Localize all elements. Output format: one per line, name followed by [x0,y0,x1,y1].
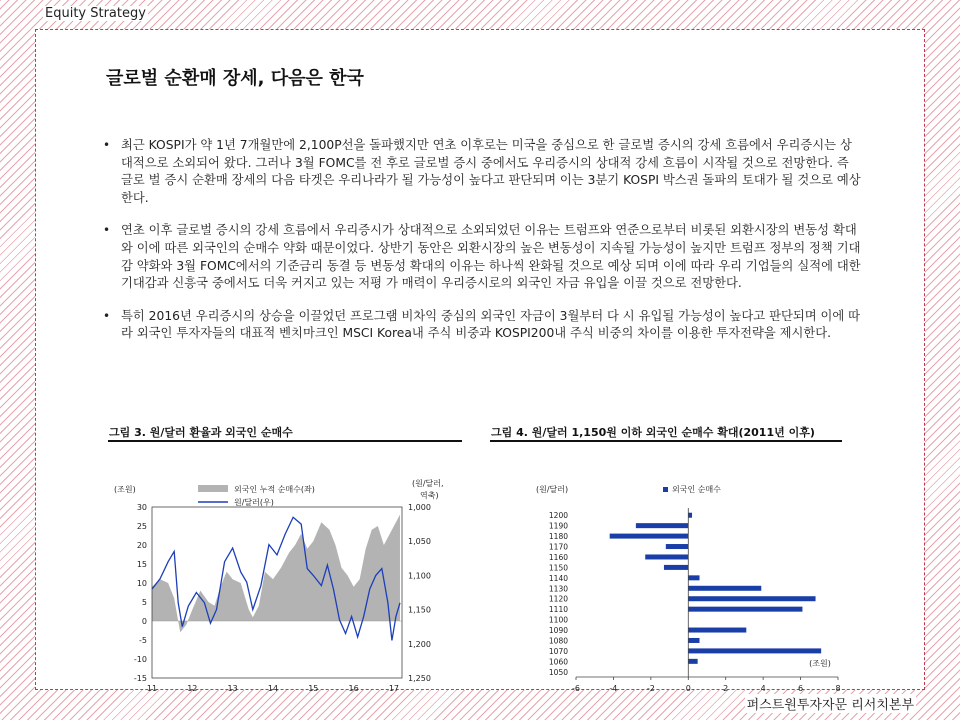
fig3-y-left-tick-label: 5 [141,598,147,607]
fig3-y-left-tick-label: 10 [136,579,147,588]
figure4-rule [490,440,842,442]
fig4-category-label: 1050 [548,667,568,677]
fig3-x-tick-label: 14 [267,684,279,693]
fig4-category-label: 1110 [548,605,568,615]
bullet-text: 최근 KOSPI가 약 1년 7개월만에 2,100P선을 돌파했지만 연초 이후로는 미국을 중심으로 한 글로벌 증시의 강세 흐름에서 우리증시는 상대적으로 소외되어 왔다. 그러나 3월 FOMC를 전 후로 글로벌 증시 중에서도 우리증시의 상대적 강세 흐름이 시작될 것으로 전망한다. 즉 글로 벌 증시 순환매 장세의 다음 타겟은 우리나라가 될 가능성이 높다고 판단되며 이는 3분기 KOSPI 박스권 돌파의 토대가 될 것으로 예상한다. [121,138,861,205]
fig3-right-axis-label: 역축) [420,491,439,500]
fig3-y-left-tick-label: 25 [136,522,147,531]
fig4-category-label: 1070 [548,646,568,656]
fig4-bar [688,659,697,664]
fig4-category-label: 1060 [548,657,568,667]
fig3-y-left-tick-label: -10 [133,655,147,664]
fig4-bar [636,523,688,528]
fig3-y-left-tick-label: 30 [136,503,147,512]
fig3-x-tick-label: 13 [227,684,238,693]
fig4-legend-label: 외국인 순매수 [672,485,721,494]
fig4-category-label: 1090 [548,626,568,636]
figure4-title: 그림 4. 원/달러 1,150원 이하 외국인 순매수 확대(2011년 이후) [491,426,815,439]
fig4-category-label: 1170 [548,542,568,552]
fig3-y-right-tick-label: 1,200 [408,639,431,649]
fig4-bar [664,565,688,570]
fig3-y-right-tick-label: 1,000 [408,503,431,512]
fig3-y-right-tick-label: 1,250 [408,674,431,683]
fig3-y-right-tick-label: 1,100 [408,571,431,581]
fig4-x-tick-label: 0 [685,684,691,693]
fig3-left-axis-label: (조원) [114,485,136,494]
fig3-legend-swatch-area [198,485,228,492]
fig4-bar [688,596,815,601]
publisher-label: 퍼스트원투자자문 리서치본부 [745,694,916,713]
figure3-chart [106,444,466,693]
figure3-rule [108,440,462,442]
page-title: 글로벌 순환매 장세, 다음은 한국 [106,68,364,89]
fig4-bar [688,607,802,612]
fig3-foreign-net-buy-area [152,515,400,633]
fig4-category-label: 1180 [548,532,568,542]
figure4-chart [486,444,846,693]
fig4-x-unit-label: (조원) [809,659,831,668]
bullet-dot-icon: • [103,308,111,323]
bullet-dot-icon: • [103,138,111,152]
fig4-x-tick-label: -6 [572,684,580,693]
fig4-bar [688,513,692,518]
fig4-x-tick-label: -2 [646,684,655,693]
fig3-legend-label: 외국인 누적 순매수(좌) [234,485,315,494]
fig3-y-left-tick-label: -5 [139,636,147,645]
fig3-legend-label: 원/달러(우) [234,498,274,507]
bullet-text: 특히 2016년 우리증시의 상승을 이끌었던 프로그램 비차익 중심의 외국인 자금이 3월부터 다 시 유입될 가능성이 높다고 판단되며 이에 따라 외국인 투자자들의 대표적 벤치마크인 MSCI Korea내 주식 비중과 KOSPI200내 주식 비중의 차이를 이용한 투자전략을 제시한다. [121,308,861,341]
fig3-y-left-tick-label: 20 [136,541,147,550]
fig3-y-right-tick-label: 1,050 [408,537,431,547]
fig4-x-tick-label: 2 [723,684,729,693]
fig4-bar [645,554,688,559]
fig3-y-right-tick-label: 1,150 [408,605,431,615]
fig4-bar [666,544,688,549]
fig3-x-tick-label: 11 [146,684,158,693]
fig3-x-tick-label: 12 [187,684,198,693]
fig3-x-tick-label: 15 [308,684,319,693]
fig4-y-axis-label: (원/달러) [536,485,569,494]
fig4-bar [688,628,746,633]
fig4-x-tick-label: 8 [835,684,841,693]
fig3-x-tick-label: 16 [348,684,359,693]
fig4-legend-swatch [663,487,668,492]
fig4-x-tick-label: -4 [609,684,618,693]
fig4-category-label: 1130 [548,584,568,594]
figure3-title: 그림 3. 원/달러 환율과 외국인 순매수 [109,426,293,439]
fig4-x-tick-label: 6 [798,684,804,693]
fig4-bar [610,534,689,539]
fig4-category-label: 1190 [548,521,568,531]
fig3-x-tick-label: 17 [388,684,400,693]
fig3-y-left-tick-label: 15 [136,560,147,569]
content-frame [35,29,925,693]
fig4-bar [688,586,761,591]
fig4-category-label: 1160 [548,552,568,562]
bullet-dot-icon: • [103,223,111,238]
report-category-label: Equity Strategy [45,6,146,21]
fig4-category-label: 1140 [548,573,568,583]
bullet-list [101,137,861,358]
fig4-category-label: 1120 [548,594,568,604]
fig3-y-left-tick-label: -15 [133,674,147,683]
fig4-bar [688,648,821,653]
fig4-category-label: 1150 [548,563,568,573]
bullet-text: 연초 이후 글로벌 증시의 강세 흐름에서 우리증시가 상대적으로 소외되었던 이유는 트럼프와 연준으로부터 비롯된 외환시장의 변동성 확대와 이에 따른 외국인의 순매수 약화 때문이었다. 상반기 동안은 외환시장의 높은 변동성이 지속될 가능성이 높지만 트럼프 정부의 정책 기대감 약화와 3월 FOMC에서의 기준금리 동결 등 변동성 확대의 이유는 하나씩 완화될 것으로 예상 되며 이에 따라 우리 기업들의 실적에 대한 기대감과 신흥국 중에서도 더욱 커지고 있는 저평 가 매력이 우리증시로의 외국인 자금 유입을 이끌 것으로 전망한다. [121,223,861,291]
bullet-item [101,308,861,343]
fig4-category-label: 1100 [548,615,568,625]
fig4-category-label: 1200 [548,511,568,521]
fig3-right-axis-label: (원/달러, [412,479,444,488]
fig4-bar [688,638,699,643]
bullet-item [101,222,861,292]
fig3-y-left-tick-label: 0 [141,617,147,626]
fig4-category-label: 1080 [548,636,568,646]
bullet-item [101,137,861,207]
fig4-bar [688,575,699,580]
fig4-x-tick-label: 4 [760,684,766,693]
